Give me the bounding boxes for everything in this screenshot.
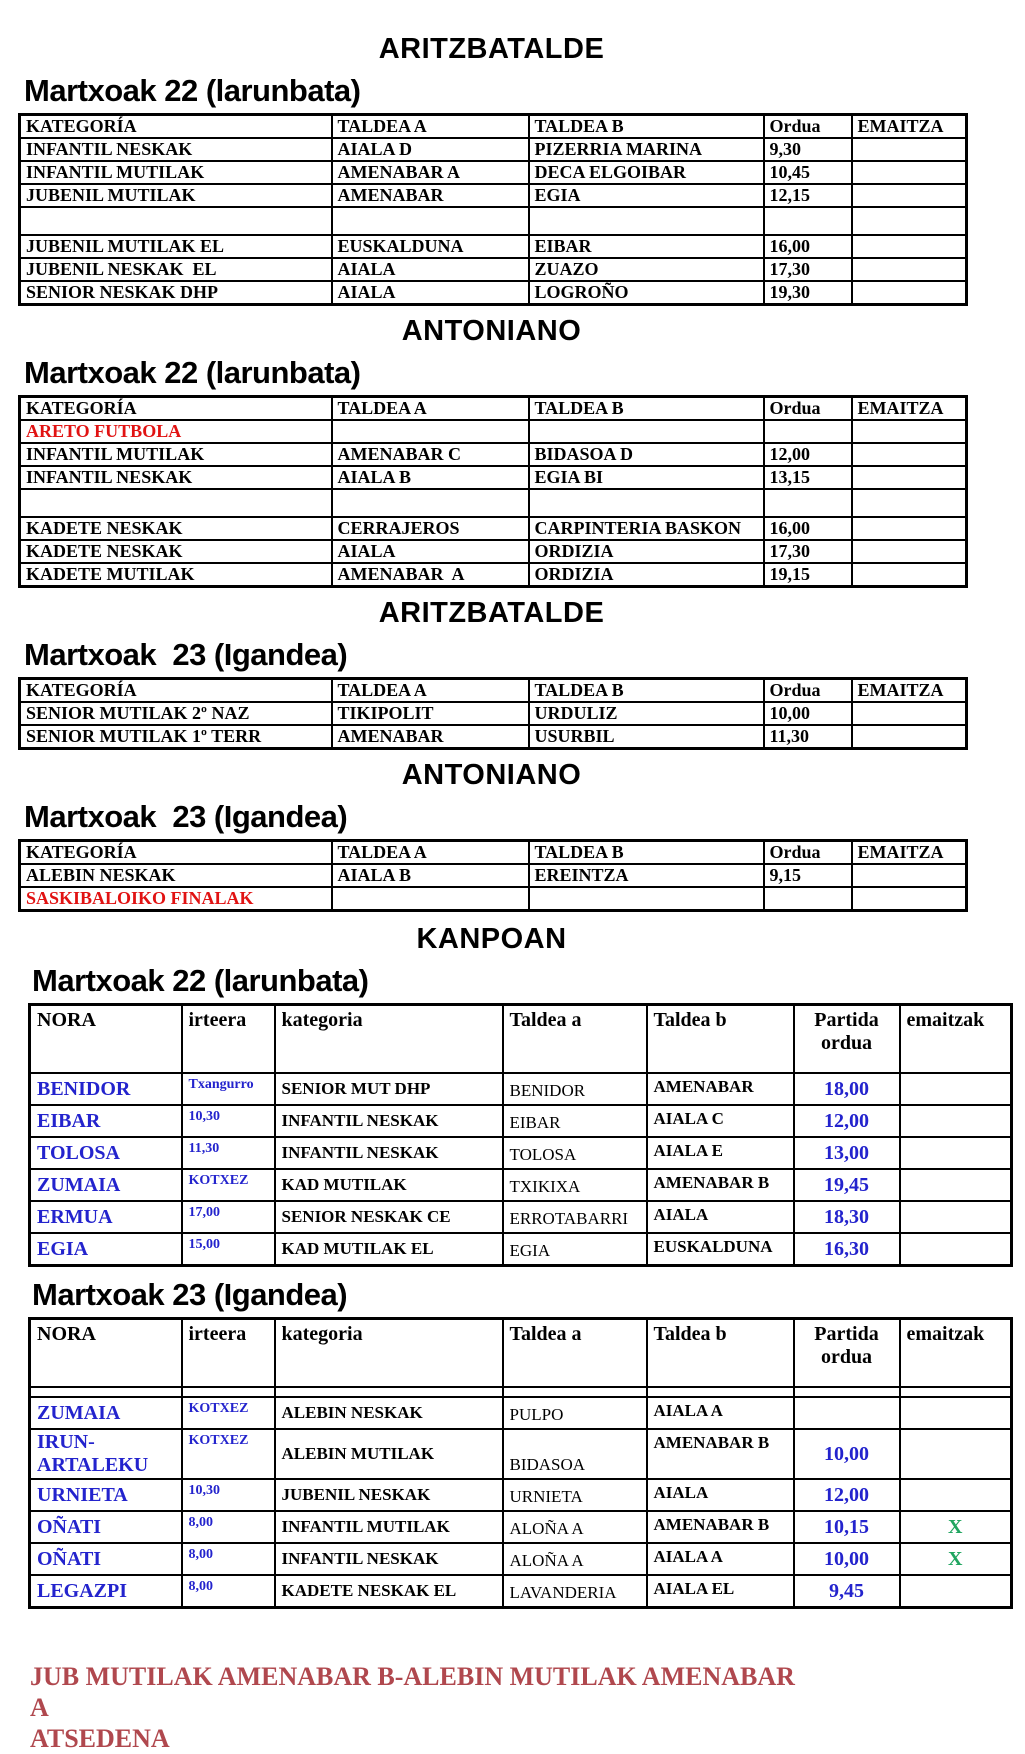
cell-kategoria: JUBENIL NESKAK EL [20, 258, 332, 281]
schedule-table [18, 839, 968, 912]
cell-ordua: 17,30 [764, 258, 852, 281]
cell-taldea-b [529, 207, 764, 235]
col-header-kategoria: KATEGORÍA [20, 679, 332, 703]
cell-partida-ordua: 10,15 [794, 1511, 900, 1543]
cell-nora: TOLOSA [30, 1137, 182, 1169]
cell-ordua: 13,15 [764, 466, 852, 489]
date-heading: Martxoak 23 (Igandea) [24, 637, 348, 672]
table-row [20, 281, 967, 305]
cell-taldea-b: EUSKALDUNA [647, 1233, 794, 1266]
header-row [20, 397, 967, 421]
cell-taldea-b [647, 1387, 794, 1397]
cell-ordua: 10,45 [764, 161, 852, 184]
table-row [20, 466, 967, 489]
cell-emaitza [852, 184, 967, 207]
cell-irteera: 10,30 [182, 1105, 275, 1137]
cell-ordua: 9,30 [764, 138, 852, 161]
cell-emaitza [852, 161, 967, 184]
cell-ordua [764, 489, 852, 517]
cell-taldea-a: EGIA [503, 1233, 647, 1266]
cell-partida-ordua: 10,00 [794, 1429, 900, 1479]
cell-taldea-a: AMENABAR [332, 725, 529, 749]
cell-taldea-a: ALOÑA A [503, 1543, 647, 1575]
cell-kategoria [20, 207, 332, 235]
kanpoan-table-m22 [28, 1003, 1013, 1267]
cell-taldea-a: AMENABAR A [332, 161, 529, 184]
cell-kategoria: KAD MUTILAK EL [275, 1233, 503, 1266]
cell-taldea-a: PULPO [503, 1397, 647, 1429]
header-row [20, 841, 967, 865]
col-header-ordua: Ordua [764, 679, 852, 703]
cell-kategoria: INFANTIL NESKAK [275, 1543, 503, 1575]
cell-emaitza [852, 207, 967, 235]
cell-taldea-b: ZUAZO [529, 258, 764, 281]
cell-emaitzak [900, 1387, 1012, 1397]
cell-taldea-b [529, 489, 764, 517]
col-header-taldea-b: TALDEA B [529, 115, 764, 139]
cell-kategoria: INFANTIL NESKAK [275, 1105, 503, 1137]
date-heading: Martxoak 22 (larunbata) [32, 963, 369, 998]
table-row [20, 235, 967, 258]
cell-kategoria: INFANTIL MUTILAK [20, 161, 332, 184]
cell-emaitzak [900, 1397, 1012, 1429]
kanpoan-title: KANPOAN [416, 923, 567, 955]
cell-emaitza [852, 138, 967, 161]
cell-taldea-a: AIALA [332, 540, 529, 563]
cell-taldea-b: EGIA [529, 184, 764, 207]
cell-emaitza [852, 725, 967, 749]
cell-ordua: 16,00 [764, 517, 852, 540]
cell-taldea-b: CARPINTERIA BASKON [529, 517, 764, 540]
cell-taldea-b: EIBAR [529, 235, 764, 258]
col-header-taldea-a: TALDEA A [332, 841, 529, 865]
cell-emaitza [852, 443, 967, 466]
cell-nora: OÑATI [30, 1543, 182, 1575]
cell-emaitza [852, 489, 967, 517]
table-row [30, 1169, 1012, 1201]
cell-kategoria: JUBENIL NESKAK [275, 1479, 503, 1511]
table-row [20, 725, 967, 749]
cell-kategoria: ALEBIN NESKAK [275, 1397, 503, 1429]
cell-partida-ordua [794, 1397, 900, 1429]
cell-taldea-b: AMENABAR B [647, 1169, 794, 1201]
cell-taldea-a: ERROTABARRI [503, 1201, 647, 1233]
cell-kategoria: INFANTIL NESKAK [20, 138, 332, 161]
cell-taldea-a: AMENABAR C [332, 443, 529, 466]
cell-kategoria: SENIOR NESKAK CE [275, 1201, 503, 1233]
section-antoniano-m22 [0, 314, 1025, 588]
cell-emaitza [852, 563, 967, 587]
col-header-taldea-a: TALDEA A [332, 679, 529, 703]
cell-taldea-a: TXIKIXA [503, 1169, 647, 1201]
col-header-emaitzak: emaitzak [900, 1005, 1012, 1074]
cell-taldea-a: AMENABAR A [332, 563, 529, 587]
cell-taldea-a: BENIDOR [503, 1073, 647, 1105]
cell-emaitza [852, 517, 967, 540]
table-row [30, 1397, 1012, 1429]
cell-emaitzak [900, 1169, 1012, 1201]
table-row [20, 887, 967, 911]
cell-emaitzak [900, 1479, 1012, 1511]
cell-kategoria: INFANTIL MUTILAK [275, 1511, 503, 1543]
cell-partida-ordua: 16,30 [794, 1233, 900, 1266]
cell-emaitzak [900, 1073, 1012, 1105]
kanpoan-table-m23 [28, 1317, 1013, 1609]
section-aritzbatalde-m23 [0, 596, 1025, 750]
cell-taldea-a: LAVANDERIA [503, 1575, 647, 1608]
cell-emaitzak: X [900, 1543, 1012, 1575]
cell-kategoria: SASKIBALOIKO FINALAK [20, 887, 332, 911]
schedule-table [18, 677, 968, 750]
table-row [30, 1511, 1012, 1543]
col-header-emaitza: EMAITZA [852, 679, 967, 703]
col-header-kategoria: KATEGORÍA [20, 841, 332, 865]
spacer-row [20, 207, 967, 235]
cell-ordua [764, 207, 852, 235]
cell-ordua: 11,30 [764, 725, 852, 749]
section-kanpoan [0, 922, 1025, 1609]
col-header-emaitza: EMAITZA [852, 115, 967, 139]
date-heading: Martxoak 22 (larunbata) [24, 73, 361, 108]
cell-irteera: KOTXEZ [182, 1429, 275, 1479]
cell-partida-ordua: 9,45 [794, 1575, 900, 1608]
header-row [30, 1005, 1012, 1074]
cell-ordua [764, 420, 852, 443]
date-heading: Martxoak 22 (larunbata) [24, 355, 361, 390]
col-header-taldea-b: Taldea b [647, 1005, 794, 1074]
col-header-kategoria: kategoria [275, 1005, 503, 1074]
cell-taldea-b: AIALA [647, 1479, 794, 1511]
cell-irteera: 8,00 [182, 1575, 275, 1608]
table-row [30, 1429, 1012, 1479]
col-header-kategoria: KATEGORÍA [20, 115, 332, 139]
cell-emaitza [852, 702, 967, 725]
cell-kategoria: ALEBIN NESKAK [20, 864, 332, 887]
cell-taldea-a: EUSKALDUNA [332, 235, 529, 258]
cell-taldea-b: URDULIZ [529, 702, 764, 725]
col-header-ordua: Ordua [764, 115, 852, 139]
cell-taldea-b: LOGROÑO [529, 281, 764, 305]
cell-irteera [182, 1387, 275, 1397]
cell-taldea-b [529, 887, 764, 911]
cell-partida-ordua: 10,00 [794, 1543, 900, 1575]
cell-emaitzak [900, 1429, 1012, 1479]
cell-taldea-b: ORDIZIA [529, 540, 764, 563]
col-header-taldea-b: TALDEA B [529, 679, 764, 703]
cell-partida-ordua: 18,30 [794, 1201, 900, 1233]
table-row [30, 1575, 1012, 1608]
col-header-taldea-b: TALDEA B [529, 841, 764, 865]
cell-taldea-a: AMENABAR [332, 184, 529, 207]
col-header-nora: NORA [30, 1005, 182, 1074]
cell-partida-ordua [794, 1387, 900, 1397]
cell-irteera: 11,30 [182, 1137, 275, 1169]
cell-irteera: 15,00 [182, 1233, 275, 1266]
spacer-row [30, 1387, 1012, 1397]
cell-taldea-a: AIALA [332, 258, 529, 281]
col-header-kategoria: KATEGORÍA [20, 397, 332, 421]
cell-taldea-a: TOLOSA [503, 1137, 647, 1169]
table-row [30, 1137, 1012, 1169]
footer-line-1: JUB MUTILAK AMENABAR B-ALEBIN MUTILAK AMENABAR A [30, 1662, 795, 1722]
col-header-partida-ordua: Partida ordua [794, 1319, 900, 1388]
cell-nora: OÑATI [30, 1511, 182, 1543]
cell-taldea-a [332, 489, 529, 517]
cell-ordua: 17,30 [764, 540, 852, 563]
cell-taldea-b: AMENABAR B [647, 1429, 794, 1479]
cell-taldea-b: AIALA E [647, 1137, 794, 1169]
club-title: ANTONIANO [401, 759, 582, 791]
cell-emaitzak: X [900, 1511, 1012, 1543]
cell-taldea-b: ORDIZIA [529, 563, 764, 587]
table-row [20, 517, 967, 540]
cell-emaitzak [900, 1575, 1012, 1608]
cell-kategoria: SENIOR NESKAK DHP [20, 281, 332, 305]
col-header-taldea-b: Taldea b [647, 1319, 794, 1388]
cell-emaitza [852, 864, 967, 887]
col-header-kategoria: kategoria [275, 1319, 503, 1388]
cell-nora: EGIA [30, 1233, 182, 1266]
cell-taldea-b: AIALA A [647, 1543, 794, 1575]
cell-taldea-a: TIKIPOLIT [332, 702, 529, 725]
cell-taldea-b: AIALA C [647, 1105, 794, 1137]
cell-irteera: Txangurro [182, 1073, 275, 1105]
date-heading: Martxoak 23 (Igandea) [24, 799, 348, 834]
col-header-emaitzak: emaitzak [900, 1319, 1012, 1388]
cell-nora: ERMUA [30, 1201, 182, 1233]
cell-nora: ZUMAIA [30, 1169, 182, 1201]
cell-taldea-b: EGIA BI [529, 466, 764, 489]
footer-note [30, 1661, 800, 1754]
col-header-irteera: irteera [182, 1319, 275, 1388]
cell-emaitza [852, 420, 967, 443]
cell-partida-ordua: 18,00 [794, 1073, 900, 1105]
cell-taldea-b: PIZERRIA MARINA [529, 138, 764, 161]
col-header-irteera: irteera [182, 1005, 275, 1074]
cell-partida-ordua: 13,00 [794, 1137, 900, 1169]
section-antoniano-m23 [0, 758, 1025, 912]
cell-kategoria: INFANTIL NESKAK [275, 1137, 503, 1169]
schedule-table [18, 395, 968, 588]
cell-partida-ordua: 12,00 [794, 1479, 900, 1511]
cell-ordua: 19,15 [764, 563, 852, 587]
header-row [20, 679, 967, 703]
cell-kategoria: KADETE MUTILAK [20, 563, 332, 587]
cell-nora: ZUMAIA [30, 1397, 182, 1429]
cell-kategoria: ARETO FUTBOLA [20, 420, 332, 443]
col-header-nora: NORA [30, 1319, 182, 1388]
cell-emaitzak [900, 1105, 1012, 1137]
cell-partida-ordua: 12,00 [794, 1105, 900, 1137]
cell-kategoria: KADETE NESKAK EL [275, 1575, 503, 1608]
cell-emaitza [852, 540, 967, 563]
cell-taldea-a [503, 1387, 647, 1397]
spacer-row [20, 489, 967, 517]
col-header-ordua: Ordua [764, 841, 852, 865]
cell-ordua: 12,00 [764, 443, 852, 466]
header-row [30, 1319, 1012, 1388]
table-row [20, 420, 967, 443]
cell-kategoria: KADETE NESKAK [20, 517, 332, 540]
cell-taldea-b: EREINTZA [529, 864, 764, 887]
table-row [20, 702, 967, 725]
cell-taldea-b: AMENABAR [647, 1073, 794, 1105]
cell-kategoria: KADETE NESKAK [20, 540, 332, 563]
cell-nora [30, 1387, 182, 1397]
cell-taldea-a [332, 887, 529, 911]
cell-irteera: 8,00 [182, 1511, 275, 1543]
cell-emaitza [852, 281, 967, 305]
cell-irteera: KOTXEZ [182, 1397, 275, 1429]
col-header-taldea-a: Taldea a [503, 1005, 647, 1074]
cell-taldea-b: DECA ELGOIBAR [529, 161, 764, 184]
cell-kategoria: KAD MUTILAK [275, 1169, 503, 1201]
cell-taldea-b: AIALA EL [647, 1575, 794, 1608]
cell-ordua: 19,30 [764, 281, 852, 305]
cell-kategoria: ALEBIN MUTILAK [275, 1429, 503, 1479]
cell-irteera: 17,00 [182, 1201, 275, 1233]
table-row [30, 1105, 1012, 1137]
cell-ordua: 9,15 [764, 864, 852, 887]
cell-taldea-a: AIALA D [332, 138, 529, 161]
cell-kategoria: SENIOR MUTILAK 1º TERR [20, 725, 332, 749]
col-header-partida-ordua: Partida ordua [794, 1005, 900, 1074]
col-header-emaitza: EMAITZA [852, 841, 967, 865]
table-row [20, 184, 967, 207]
cell-emaitza [852, 235, 967, 258]
col-header-taldea-a: TALDEA A [332, 397, 529, 421]
cell-nora: LEGAZPI [30, 1575, 182, 1608]
cell-partida-ordua: 19,45 [794, 1169, 900, 1201]
table-row [20, 563, 967, 587]
table-row [20, 864, 967, 887]
table-row [30, 1201, 1012, 1233]
cell-irteera: 10,30 [182, 1479, 275, 1511]
cell-kategoria: INFANTIL NESKAK [20, 466, 332, 489]
cell-kategoria: SENIOR MUT DHP [275, 1073, 503, 1105]
section-aritzbatalde-m22 [0, 32, 1025, 306]
cell-emaitzak [900, 1137, 1012, 1169]
table-row [20, 443, 967, 466]
cell-taldea-a: BIDASOA [503, 1429, 647, 1479]
cell-nora: EIBAR [30, 1105, 182, 1137]
cell-taldea-a: AIALA [332, 281, 529, 305]
table-row [20, 258, 967, 281]
table-row [30, 1543, 1012, 1575]
cell-irteera: KOTXEZ [182, 1169, 275, 1201]
cell-emaitza [852, 466, 967, 489]
cell-kategoria [275, 1387, 503, 1397]
cell-ordua: 10,00 [764, 702, 852, 725]
cell-ordua [764, 887, 852, 911]
cell-kategoria: INFANTIL MUTILAK [20, 443, 332, 466]
cell-taldea-a: CERRAJEROS [332, 517, 529, 540]
cell-kategoria: JUBENIL MUTILAK [20, 184, 332, 207]
cell-taldea-a: EIBAR [503, 1105, 647, 1137]
cell-taldea-a: AIALA B [332, 864, 529, 887]
cell-nora: IRUN-ARTALEKU [30, 1429, 182, 1479]
cell-emaitza [852, 258, 967, 281]
cell-taldea-a: URNIETA [503, 1479, 647, 1511]
cell-ordua: 12,15 [764, 184, 852, 207]
col-header-taldea-a: Taldea a [503, 1319, 647, 1388]
table-row [20, 138, 967, 161]
cell-kategoria [20, 489, 332, 517]
col-header-taldea-b: TALDEA B [529, 397, 764, 421]
table-row [30, 1073, 1012, 1105]
col-header-ordua: Ordua [764, 397, 852, 421]
cell-taldea-a: ALOÑA A [503, 1511, 647, 1543]
cell-taldea-b: AIALA [647, 1201, 794, 1233]
cell-taldea-b: BIDASOA D [529, 443, 764, 466]
cell-taldea-b: AIALA A [647, 1397, 794, 1429]
cell-nora: URNIETA [30, 1479, 182, 1511]
date-heading: Martxoak 23 (Igandea) [32, 1277, 348, 1312]
cell-taldea-a [332, 207, 529, 235]
header-row [20, 115, 967, 139]
club-title: ARITZBATALDE [378, 597, 605, 629]
club-title: ANTONIANO [401, 315, 582, 347]
table-row [30, 1233, 1012, 1266]
col-header-taldea-a: TALDEA A [332, 115, 529, 139]
table-row [20, 161, 967, 184]
cell-emaitzak [900, 1233, 1012, 1266]
cell-emaitzak [900, 1201, 1012, 1233]
club-title: ARITZBATALDE [378, 33, 605, 65]
table-row [20, 540, 967, 563]
schedule-table [18, 113, 968, 306]
cell-taldea-a: AIALA B [332, 466, 529, 489]
cell-taldea-b: USURBIL [529, 725, 764, 749]
cell-kategoria: SENIOR MUTILAK 2º NAZ [20, 702, 332, 725]
cell-emaitza [852, 887, 967, 911]
cell-taldea-b: AMENABAR B [647, 1511, 794, 1543]
cell-kategoria: JUBENIL MUTILAK EL [20, 235, 332, 258]
footer-line-2: ATSEDENA [30, 1724, 170, 1753]
cell-ordua: 16,00 [764, 235, 852, 258]
cell-taldea-a [332, 420, 529, 443]
cell-taldea-b [529, 420, 764, 443]
cell-nora: BENIDOR [30, 1073, 182, 1105]
cell-irteera: 8,00 [182, 1543, 275, 1575]
col-header-emaitza: EMAITZA [852, 397, 967, 421]
table-row [30, 1479, 1012, 1511]
